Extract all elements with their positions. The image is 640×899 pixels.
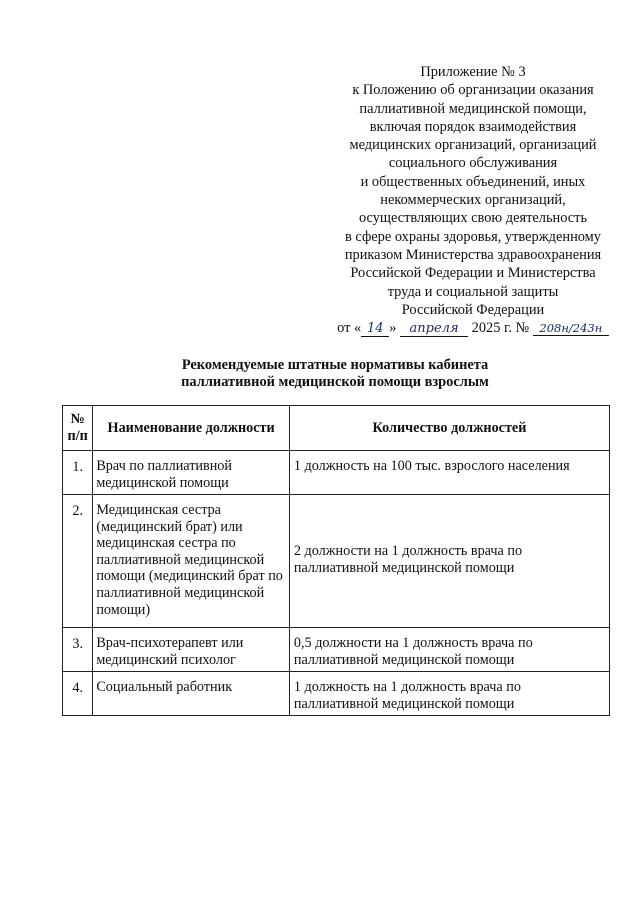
table-row xyxy=(63,672,610,716)
date-day-blank xyxy=(361,321,389,337)
appendix-line: Российской Федерации xyxy=(401,301,545,318)
position-quantity: 1 должность на 1 должность врача по паллиативной медицинской помощи xyxy=(289,672,609,716)
table-header-row xyxy=(63,406,610,451)
table-row xyxy=(63,628,610,672)
date-quote-close: » xyxy=(389,320,397,337)
header-number-sign: № xyxy=(70,411,85,427)
appendix-line: социального обслуживания xyxy=(388,155,558,172)
table-row xyxy=(63,451,610,495)
position-name: Врач-психотерапевт или медицинский психолог xyxy=(93,628,290,672)
appendix-number: Приложение № 3 xyxy=(420,64,526,80)
appendix-line: Российской Федерации и Министерства xyxy=(350,265,596,282)
header-position: Наименование должности xyxy=(93,406,290,451)
document-title xyxy=(100,357,570,391)
row-number: 3. xyxy=(63,628,93,672)
row-number: 4. xyxy=(63,672,93,716)
table-row xyxy=(63,495,610,628)
appendix-line: и общественных объединений, иных xyxy=(360,173,586,190)
position-quantity: 2 должности на 1 должность врача по паллиативной медицинской помощи xyxy=(289,495,609,628)
appendix-line: включая порядок взаимодействия xyxy=(369,118,577,135)
date-day-handwritten: 14 xyxy=(366,321,384,337)
order-number-blank xyxy=(533,321,609,336)
header-quantity: Количество должностей xyxy=(289,406,609,451)
title-line-2: паллиативной медицинской помощи взрослым xyxy=(181,374,489,390)
header-number xyxy=(63,406,93,451)
appendix-line: приказом Министерства здравоохранения xyxy=(344,246,602,263)
appendix-line: осуществляющих свою деятельность xyxy=(358,210,588,227)
position-quantity: 1 должность на 100 тыс. взрослого населения xyxy=(289,451,609,495)
title-line-1: Рекомендуемые штатные нормативы кабинета xyxy=(181,357,489,373)
position-name: Медицинская сестра (медицинский брат) или медицинская сестра по паллиативной медицинской помощи (медицинский брат по паллиативной медицинской помощи) xyxy=(93,495,290,628)
staffing-table xyxy=(62,405,610,716)
appendix-line: труда и социальной защиты xyxy=(387,283,559,300)
header-number-pp: п/п xyxy=(67,428,88,444)
appendix-line: некоммерческих организаций, xyxy=(380,192,566,209)
order-date-line xyxy=(318,319,628,337)
date-month-blank xyxy=(400,321,468,337)
date-year-label: 2025 г. № xyxy=(471,320,530,337)
position-name: Врач по паллиативной медицинской помощи xyxy=(93,451,290,495)
row-number: 2. xyxy=(63,495,93,628)
date-month-handwritten: апреля xyxy=(409,321,459,337)
appendix-line: паллиативной медицинской помощи, xyxy=(359,100,587,117)
order-number-handwritten: 208н/243н xyxy=(539,321,603,336)
position-quantity: 0,5 должности на 1 должность врача по паллиативной медицинской помощи xyxy=(289,628,609,672)
appendix-line: к Положению об организации оказания xyxy=(352,82,594,99)
appendix-header xyxy=(318,63,628,337)
position-name: Социальный работник xyxy=(93,672,290,716)
row-number: 1. xyxy=(63,451,93,495)
appendix-line: в сфере охраны здоровья, утвержденному xyxy=(345,228,601,245)
appendix-line: медицинских организаций, организаций xyxy=(349,137,597,154)
date-prefix: от « xyxy=(337,320,362,337)
